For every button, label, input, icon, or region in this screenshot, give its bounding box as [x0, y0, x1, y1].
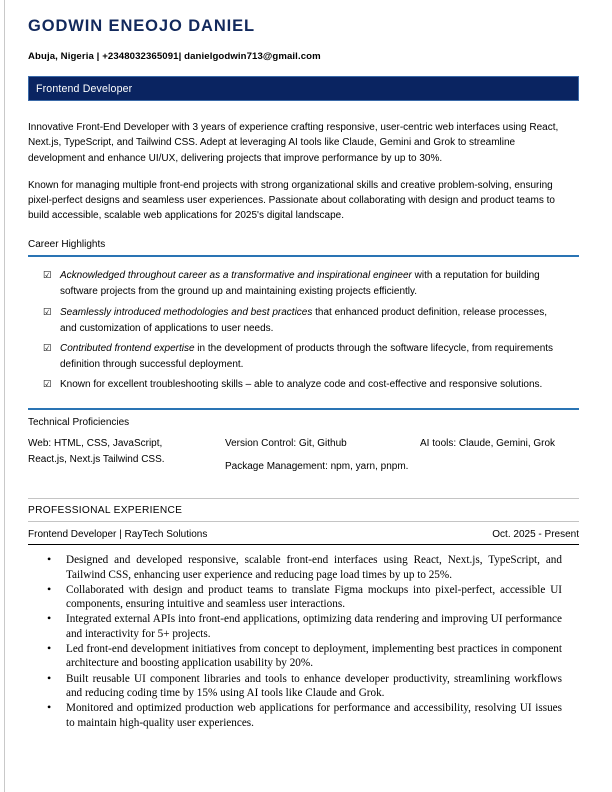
experience-bullet-text: Integrated external APIs into front-end applications, optimizing data rendering and improving UI performance and interactivity for 5+ projects.	[66, 613, 562, 640]
professional-summary	[28, 120, 562, 223]
professional-experience-top-divider	[28, 498, 579, 499]
technical-proficiencies-columns	[28, 436, 578, 498]
list-item	[28, 642, 562, 671]
list-item	[28, 377, 562, 393]
experience-bullet-text: Monitored and optimized production web applications for performance and accessibility, resolving UI issues to maintain high-quality user experiences.	[66, 702, 562, 729]
experience-bullet-list	[28, 553, 562, 730]
list-item	[28, 701, 562, 730]
job-dates: Oct. 2025 - Present	[492, 528, 579, 540]
summary-paragraph-1: Innovative Front-End Developer with 3 years of experience crafting responsive, user-centric web interfaces using React, Next.js, TypeScript, and Tailwind CSS. Adept at leveraging AI tools like Claude, Gemini and Grok to streamline development and enhance UI/UX, delivering projects that improve performance by up to 30%.	[28, 122, 559, 164]
list-item	[28, 553, 562, 582]
highlight-emphasis: Acknowledged throughout career as a transformative and inspirational engineer	[60, 270, 412, 282]
job-entry-underline	[28, 544, 579, 546]
professional-experience-heading: PROFESSIONAL EXPERIENCE	[28, 504, 183, 516]
technical-proficiencies-heading: Technical Proficiencies	[28, 416, 130, 428]
checkbox-checked-icon: ☑	[43, 379, 52, 391]
list-item	[28, 305, 562, 337]
list-item	[28, 672, 562, 701]
list-item	[28, 341, 562, 373]
tech-package-management: Package Management: npm, yarn, pnpm.	[225, 460, 409, 472]
tech-web-line-1: Web: HTML, CSS, JavaScript,	[28, 437, 163, 449]
career-highlights-divider	[28, 255, 579, 257]
experience-bullet-text: Built reusable UI component libraries and tools to enhance developer productivity, streamlining workflows and reducing coding time by 15% using AI tools like Claude and Grok.	[66, 672, 562, 700]
technical-proficiencies-divider	[28, 408, 579, 410]
page-title: GODWIN ENEOJO DANIEL	[28, 17, 256, 35]
highlight-text: in the development of products through the software lifecycle, from requirements definition through successful deployment.	[60, 343, 554, 371]
disc-bullet-icon: •	[47, 700, 52, 715]
job-title-company: Frontend Developer | RayTech Solutions	[28, 528, 208, 540]
disc-bullet-icon: •	[47, 552, 52, 567]
highlight-text: Known for excellent troubleshooting skills – able to analyze code and cost-effective and responsive solutions.	[60, 379, 543, 391]
contact-line: Abuja, Nigeria | +2348032365091| danielgodwin713@gmail.com	[28, 51, 321, 63]
career-highlights-list	[28, 268, 578, 393]
disc-bullet-icon: •	[47, 670, 52, 685]
list-item	[28, 583, 562, 612]
tech-column-ai-tools	[420, 436, 590, 459]
list-item	[28, 612, 562, 641]
career-highlights-heading: Career Highlights	[28, 239, 106, 251]
professional-experience-bottom-divider	[28, 521, 579, 522]
disc-bullet-icon: •	[47, 581, 52, 596]
list-item	[28, 268, 562, 300]
experience-bullet-text: Led front-end development initiatives from concept to deployment, implementing best practices in component architecture and boosting application usability by 20%.	[66, 643, 562, 670]
disc-bullet-icon: •	[47, 641, 52, 656]
tech-ai-tools: AI tools: Claude, Gemini, Grok	[420, 437, 556, 449]
checkbox-checked-icon: ☑	[43, 343, 52, 355]
experience-bullet-text: Designed and developed responsive, scalable front-end interfaces using React, Next.js, TypeScript, and Tailwind CSS, enhancing user experience and reducing page load times by up to 25%.	[66, 554, 562, 581]
highlight-text: that enhanced product definition, release processes, and customization of applications to user needs.	[60, 306, 547, 334]
tech-column-version-control	[225, 436, 420, 482]
summary-paragraph-2: Known for managing multiple front-end projects with strong organizational skills and creative problem-solving, ensuring pixel-perfect designs and seamless user experiences. Passionate about collaborating with design and product teams to build accessible, scalable web applications for 2025's digital landscape.	[28, 179, 555, 222]
tech-web-line-2: React.js, Next.js Tailwind CSS.	[28, 453, 165, 465]
job-title-banner	[28, 76, 579, 101]
checkbox-checked-icon: ☑	[43, 270, 52, 282]
disc-bullet-icon: •	[47, 611, 52, 626]
tech-version-control: Version Control: Git, Github	[225, 437, 347, 449]
checkbox-checked-icon: ☑	[43, 306, 52, 318]
highlight-text: with a reputation for building software projects from the ground up and maintaining existing projects efficiently.	[60, 270, 540, 298]
job-entry-header	[28, 529, 579, 540]
tech-column-web	[28, 436, 233, 475]
experience-bullet-text: Collaborated with design and product teams to translate Figma mockups into pixel-perfect, accessible UI components, ensuring intuitive and seamless user interactions.	[66, 583, 562, 611]
banner-title-text: Frontend Developer	[36, 82, 133, 95]
highlight-emphasis: Seamlessly introduced methodologies and best practices	[60, 306, 313, 318]
highlight-emphasis: Contributed frontend expertise	[60, 343, 195, 355]
